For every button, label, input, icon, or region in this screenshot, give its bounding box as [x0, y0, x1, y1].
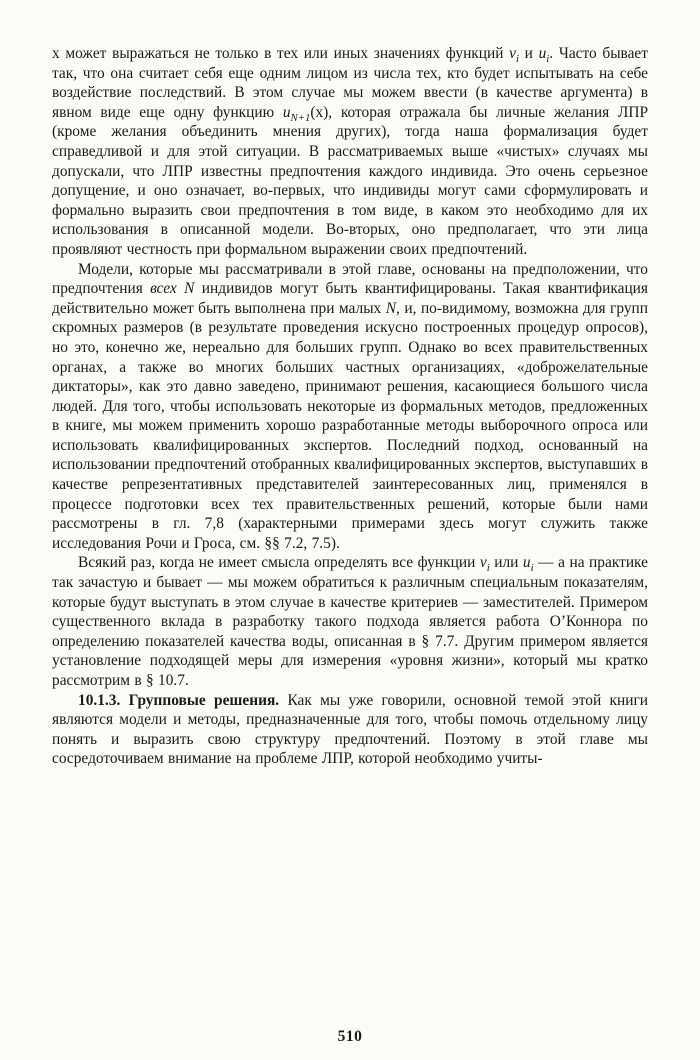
paragraph: 10.1.3. Групповые решения. Как мы уже говорили, основной темой этой книги являются модели и методы, предназначенные для того, чтобы помочь отдельному лицу понять и выразить свою структуру предпочтений. Поэтому в этой главе мы сосредоточиваем внимание на проблеме ЛПР, которой необходимо учиты- [52, 691, 648, 768]
page-number: 510 [337, 1028, 363, 1045]
paragraph: Всякий раз, когда не имеет смысла определять все функции $v_i$ или $u_i$ — а на практике так зачастую и бывает — мы можем обратиться к различным специальным показателям, которые будут выступать в этом случае в качестве критериев — заместителей. Примером существенного вклада в разработку такого подхода является работа О’Коннора по определению показателей качества воды, описанная в § 7.7. Другим примером является установление подходящей меры для измерения «уровня жизни», который мы кратко рассмотрим в § 10.7. [52, 554, 648, 689]
paragraph: х может выражаться не только в тех или иных значениях функций $v_i$ и $u_i$. Часто бывает так, что она считает себя еще одним лицом из числа тех, кто будет испытывать на себе воздействие последствий. В этом случае мы можем ввести (в качестве аргумента) в явном виде еще одну функцию $u_{N+1}(х)$, которая отражала бы личные желания ЛПР (кроме желания объединить мнения других), тогда наша формализация будет справедливой и для этой ситуации. В рассматриваемых выше «чистых» случаях мы допускали, что ЛПР известны предпочтения каждого индивида. Это очень серьезное допущение, и оно означает, во-первых, что индивиды могут сами сформулировать и формально выразить свои предпочтения в том виде, в каком это необходимо для их использования в описанной модели. Во-вторых, оно предполагает, что эти лица проявляют честность при формальном выражении своих предпочтений. [52, 45, 649, 258]
body-text [52, 44, 648, 769]
paragraph: Модели, которые мы рассматривали в этой главе, основаны на предположении, что предпочтения всех N индивидов могут быть квантифицированы. Такая квантификация действительно может быть выполнена при малых N, и, по-видимому, возможна для групп скромных размеров (в результате проведения искусно построенных процедур опросов), но это, конечно же, нереально для больших групп. Однако во всех правительственных органах, а также во многих больших частных организациях, «доброжелательные диктаторы», как это давно заведено, принимают решения, касающиеся большого числа людей. Для того, чтобы использовать некоторые из формальных методов, предложенных в книге, мы можем применить хорошо разработанные методы выборочного опроса или использовать квалифицированных экспертов. Последний подход, основанный на использовании предпочтений отобранных квалифицированных экспертов, выступавших в качестве репрезентативных представителей заинтересованных лиц, применялся в процессе подготовки всех тех правительственных решений, которые были нами рассмотрены в гл. 7,8 (характерными примерами здесь могут служить также исследования Рочи и Гроса, см. §§ 7.2, 7.5). [52, 260, 648, 552]
